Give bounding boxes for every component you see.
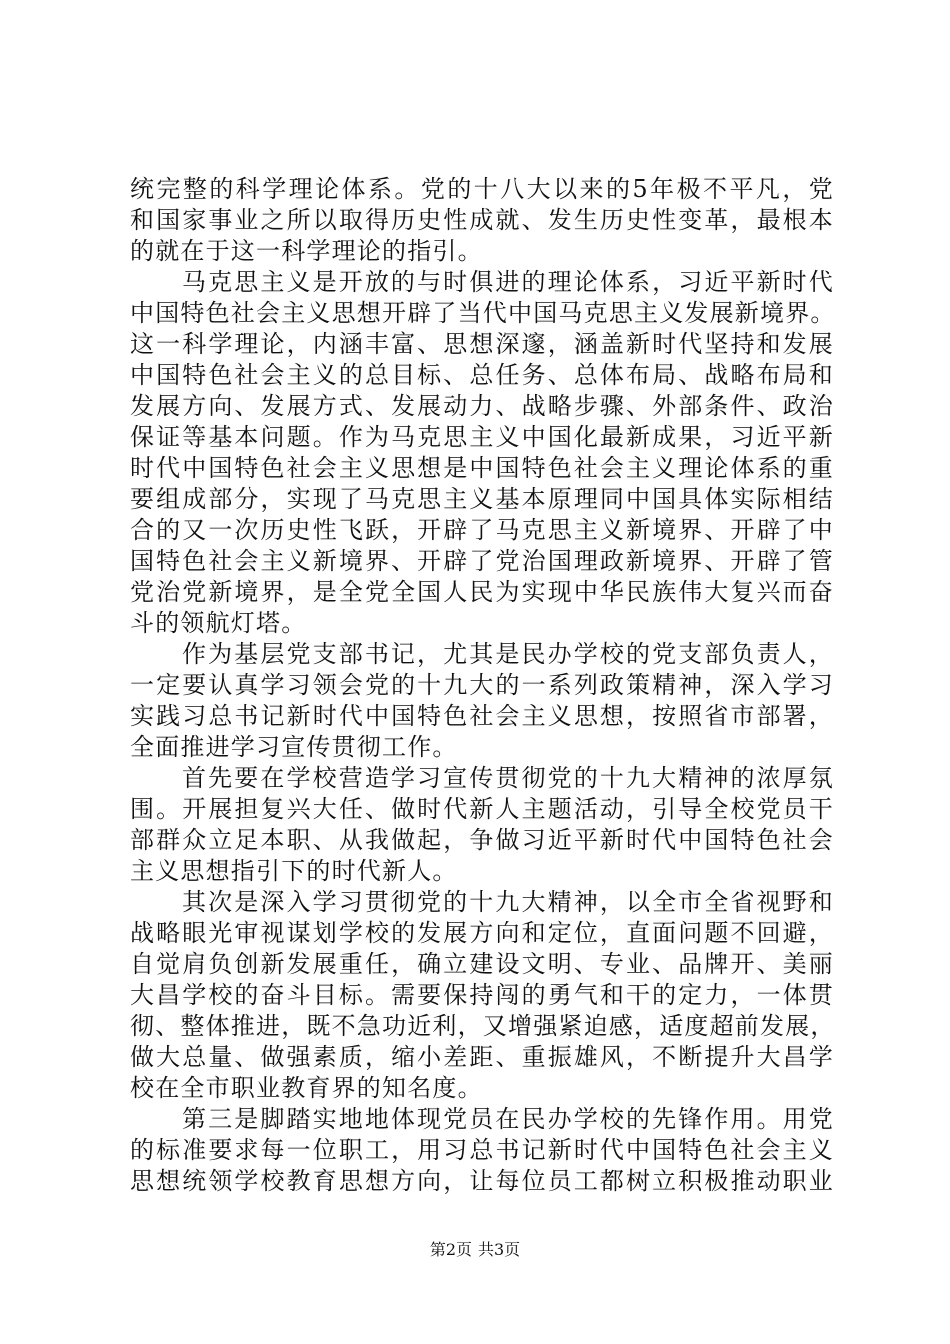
text-line: 中国特色社会主义思想开辟了当代中国马克思主义发展新境界。 <box>130 299 836 327</box>
text-line: 校在全市职业教育界的知名度。 <box>130 1074 483 1102</box>
text-line: 的标准要求每一位职工，用习总书记新时代中国特色社会主义 <box>130 1136 834 1164</box>
text-line: 部群众立足本职、从我做起，争做习近平新时代中国特色社会 <box>130 826 834 854</box>
paragraph <box>130 763 834 887</box>
text-line: 保证等基本问题。作为马克思主义中国化最新成果，习近平新 <box>130 423 834 451</box>
text-line: 这一科学理论，内涵丰富、思想深邃，涵盖新时代坚持和发展 <box>130 330 834 358</box>
text-line: 统完整的科学理论体系。党的十八大以来的5年极不平凡，党 <box>130 175 834 203</box>
text-line: 大昌学校的奋斗目标。需要保持闯的勇气和干的定力，一体贯 <box>130 981 834 1009</box>
paragraph <box>130 267 834 639</box>
paragraph <box>130 639 834 763</box>
text-line: 其次是深入学习贯彻党的十九大精神，以全市全省视野和 <box>182 888 834 916</box>
text-line: 党治党新境界，是全党全国人民为实现中华民族伟大复兴而奋 <box>130 578 834 606</box>
text-line: 的就在于这一科学理论的指引。 <box>130 237 483 265</box>
text-line: 做大总量、做强素质，缩小差距、重振雄风，不断提升大昌学 <box>130 1043 834 1071</box>
text-line: 和国家事业之所以取得历史性成就、发生历史性变革，最根本 <box>130 206 834 234</box>
page-number: 第2页 <box>429 1240 472 1259</box>
paragraph <box>130 174 834 267</box>
text-line: 要组成部分，实现了马克思主义基本原理同中国具体实际相结 <box>130 485 834 513</box>
text-line: 战略眼光审视谋划学校的发展方向和定位，直面问题不回避， <box>130 919 834 947</box>
text-line: 彻、整体推进，既不急功近利，又增强紧迫感，适度超前发展， <box>130 1012 836 1040</box>
text-line: 作为基层党支部书记，尤其是民办学校的党支部负责人， <box>182 640 834 668</box>
text-line: 国特色社会主义新境界、开辟了党治国理政新境界、开辟了管 <box>130 547 834 575</box>
text-line: 马克思主义是开放的与时俱进的理论体系，习近平新时代 <box>182 268 834 296</box>
text-line: 斗的领航灯塔。 <box>130 609 307 637</box>
text-line: 中国特色社会主义的总目标、总任务、总体布局、战略布局和 <box>130 361 834 389</box>
page-total: 共3页 <box>478 1240 521 1259</box>
text-line: 思想统领学校教育思想方向，让每位员工都树立积极推动职业 <box>130 1167 834 1195</box>
text-line: 第三是脚踏实地地体现党员在民办学校的先锋作用。用党 <box>182 1105 834 1133</box>
text-line: 一定要认真学习领会党的十九大的一系列政策精神，深入学习 <box>130 671 834 699</box>
paragraph <box>130 1104 834 1197</box>
text-line: 时代中国特色社会主义思想是中国特色社会主义理论体系的重 <box>130 454 834 482</box>
text-line: 全面推进学习宣传贯彻工作。 <box>130 733 458 761</box>
paragraph <box>130 887 834 1104</box>
page-footer <box>0 1240 950 1260</box>
text-line: 主义思想指引下的时代新人。 <box>130 857 458 885</box>
document-body <box>130 174 834 1197</box>
text-line: 实践习总书记新时代中国特色社会主义思想，按照省市部署， <box>130 702 834 730</box>
text-line: 自觉肩负创新发展重任，确立建设文明、专业、品牌开、美丽 <box>130 950 834 978</box>
text-line: 合的又一次历史性飞跃，开辟了马克思主义新境界、开辟了中 <box>130 516 834 544</box>
text-line: 首先要在学校营造学习宣传贯彻党的十九大精神的浓厚氛 <box>182 764 834 792</box>
text-line: 围。开展担复兴大任、做时代新人主题活动，引导全校党员干 <box>130 795 834 823</box>
text-line: 发展方向、发展方式、发展动力、战略步骤、外部条件、政治 <box>130 392 834 420</box>
